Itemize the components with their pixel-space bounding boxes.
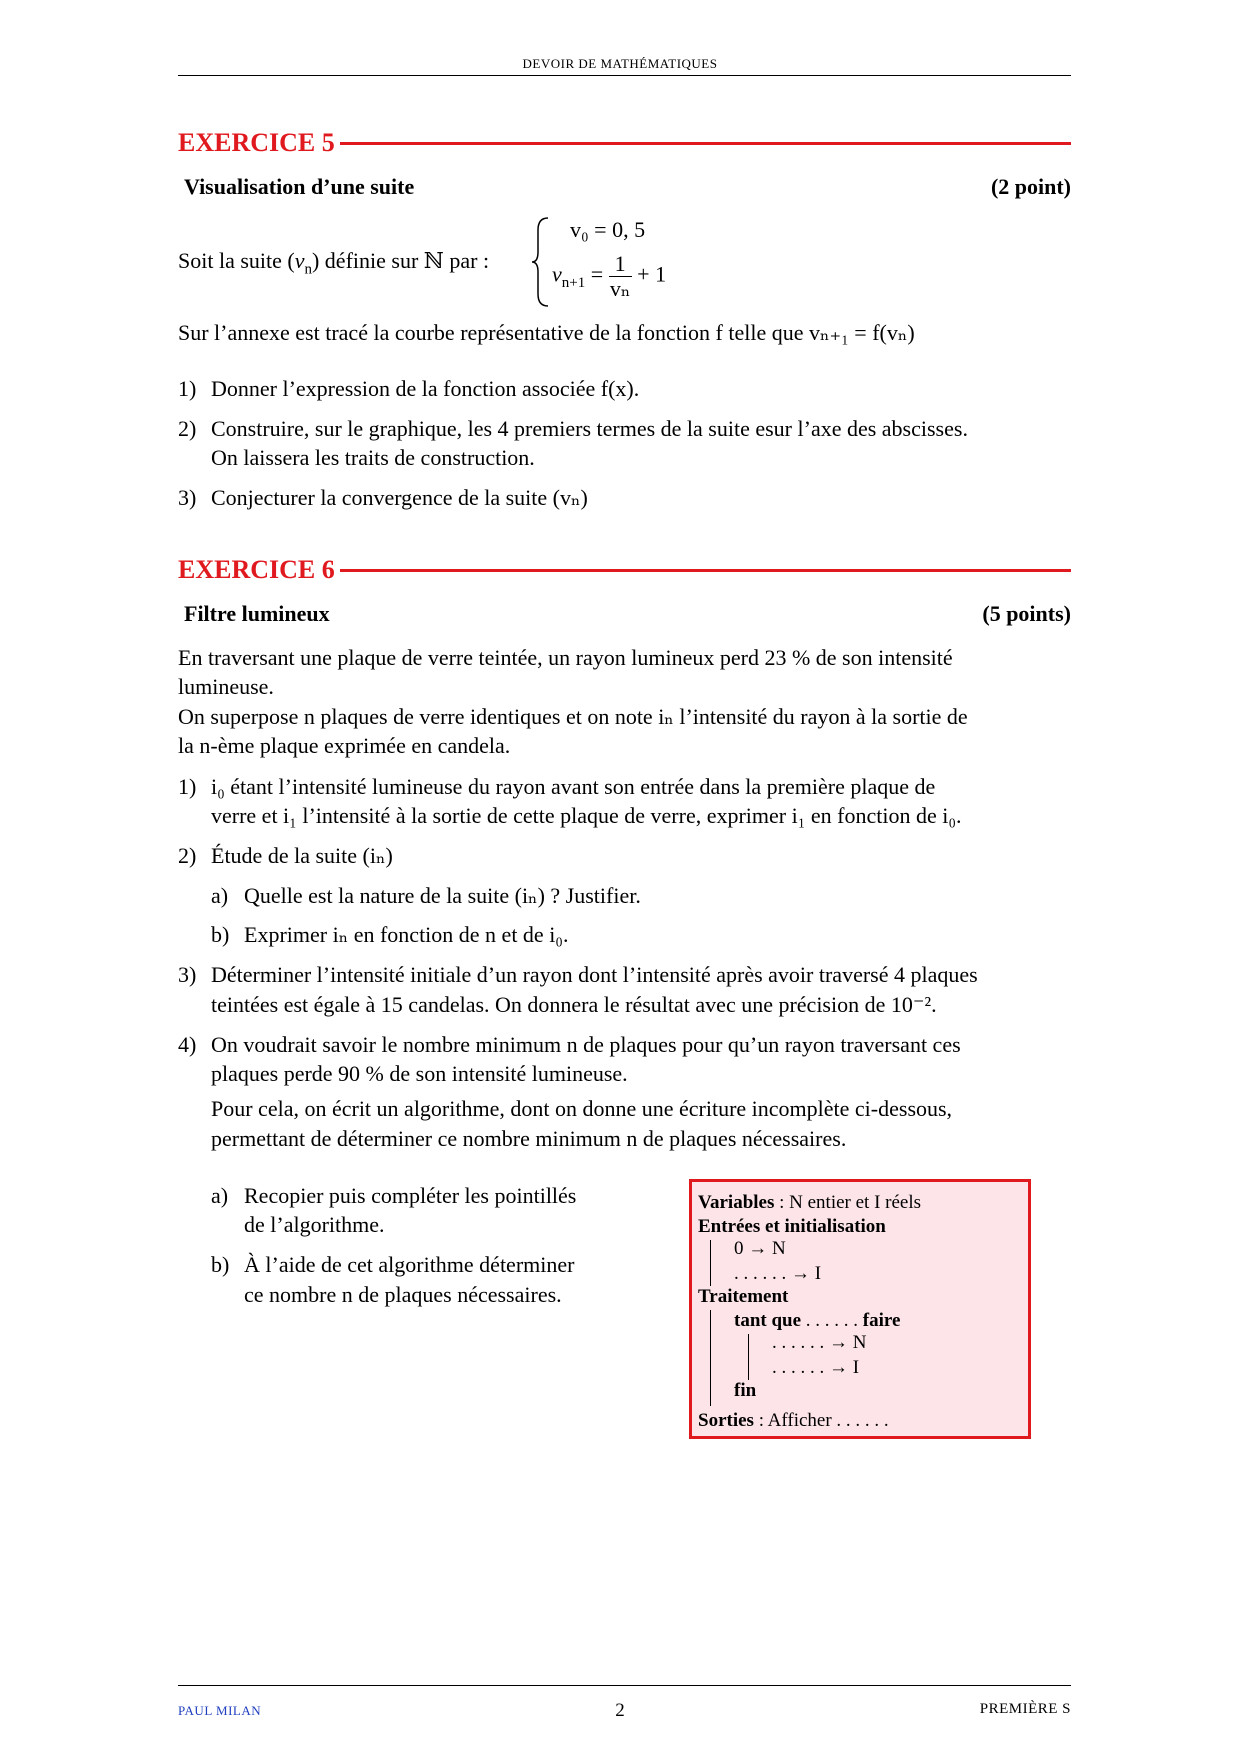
exercise-6-subtitle: Filtre lumineux — [184, 601, 330, 626]
ex6-q4a-number: a) — [211, 1183, 229, 1208]
ex6-q4b-number: b) — [211, 1252, 230, 1277]
exercise-5-rule — [340, 142, 1071, 145]
ex5-q1-text: Donner l’expression de la fonction associée f(x). — [211, 376, 640, 401]
algo-while-line: tant que . . . . . . faire — [734, 1310, 901, 1331]
ex6-q4b-line-2: ce nombre n de plaques nécessaires. — [244, 1282, 562, 1307]
algo-loop-bar — [748, 1334, 749, 1380]
algo-loop-line-2: . . . . . . → I — [772, 1357, 860, 1378]
algo-outputs: Sorties : Afficher . . . . . . — [698, 1410, 889, 1431]
exercise-6-rule — [340, 569, 1071, 572]
algo-init-line-1: 0 → N — [734, 1238, 786, 1259]
ex6-q2a-number: a) — [211, 883, 229, 908]
ex6-q4a-line-2: de l’algorithme. — [244, 1212, 385, 1237]
ex6-q2b-text: Exprimer iₙ en fonction de n et de i₀. — [244, 922, 569, 947]
ex6-q4-line-4: permettant de déterminer ce nombre minimum n de plaques nécessaires. — [211, 1126, 847, 1151]
ex6-intro-line-4: la n-ème plaque exprimée en candela. — [178, 733, 511, 758]
algorithm-box — [689, 1179, 1031, 1439]
ex6-q2-text: Étude de la suite (iₙ) — [211, 843, 393, 868]
ex5-q1-number: 1) — [178, 376, 197, 401]
algo-treatment-bar — [710, 1310, 711, 1406]
algo-variables: Variables : N entier et I réels — [698, 1192, 922, 1213]
exercise-5-annexe-text: Sur l’annexe est tracé la courbe représentative de la fonction f telle que vₙ₊₁ = f(vₙ) — [178, 320, 915, 345]
ex6-q4-line-3: Pour cela, on écrit un algorithme, dont on donne une écriture incomplète ci-dessous, — [211, 1096, 953, 1121]
ex6-q3-line-1: Déterminer l’intensité initiale d’un rayon dont l’intensité après avoir traversé 4 plaques — [211, 962, 978, 987]
algo-treatment-label: Traitement — [698, 1286, 789, 1307]
system-brace — [530, 216, 552, 308]
algo-end-keyword: fin — [734, 1380, 757, 1401]
ex6-q4-number: 4) — [178, 1032, 197, 1057]
ex6-q4b-line-1: À l’aide de cet algorithme déterminer — [244, 1252, 575, 1277]
footer-class: PREMIÈRE S — [979, 1701, 1071, 1717]
algo-init-label: Entrées et initialisation — [698, 1216, 886, 1237]
ex5-q2-line-1: Construire, sur le graphique, les 4 premiers termes de la suite esur l’axe des abscisses. — [211, 416, 968, 441]
ex6-q2b-number: b) — [211, 922, 230, 947]
algo-init-line-2: . . . . . . → I — [734, 1263, 822, 1284]
ex6-q2-number: 2) — [178, 843, 197, 868]
algo-init-bar — [710, 1240, 711, 1286]
ex6-q4-line-1: On voudrait savoir le nombre minimum n de plaques pour qu’un rayon traversant ces — [211, 1032, 961, 1057]
exercise-5-points: (2 point) — [990, 174, 1071, 199]
ex6-q1-number: 1) — [178, 774, 197, 799]
ex6-intro-line-2: lumineuse. — [178, 674, 274, 699]
ex6-q2a-text: Quelle est la nature de la suite (iₙ) ? Justifier. — [244, 883, 641, 908]
exercise-5-heading: EXERCICE 5 — [178, 128, 335, 157]
ex5-q3-text: Conjecturer la convergence de la suite (vₙ) — [211, 485, 588, 510]
ex6-q3-line-2: teintées est égale à 15 candelas. On donnera le résultat avec une précision de 10⁻². — [211, 992, 937, 1017]
exercise-6-heading: EXERCICE 6 — [178, 555, 335, 584]
ex5-q2-line-2: On laissera les traits de construction. — [211, 445, 535, 470]
ex6-q3-number: 3) — [178, 962, 197, 987]
fraction: $\frac{1}{\text{vₙ}}$ — [609, 251, 631, 301]
ex6-q4a-line-1: Recopier puis compléter les pointillés — [244, 1183, 577, 1208]
ex6-intro-line-1: En traversant une plaque de verre teintée, un rayon lumineux perd 23 % de son intensité — [178, 645, 953, 670]
ex6-q4-line-2: plaques perde 90 % de son intensité lumineuse. — [211, 1061, 628, 1086]
ex6-intro-line-3: On superpose n plaques de verre identiques et on note iₙ l’intensité du rayon à la sortie de — [178, 704, 968, 729]
exercise-5-subtitle: Visualisation d’une suite — [184, 174, 415, 199]
ex5-q3-number: 3) — [178, 485, 197, 510]
system-line-1: v₀ = 0, 5 — [570, 217, 646, 242]
system-line-2: $v_{n+1}$ = $\frac{1}{\text{vₙ}}$ + 1 — [552, 251, 667, 301]
exercise-5-intro: Soit la suite $(v_n)$ définie sur ℕ par : — [178, 248, 490, 278]
ex6-q1-line-1: i₀ étant l’intensité lumineuse du rayon avant son entrée dans la première plaque de — [211, 774, 936, 799]
exercise-6-points: (5 points) — [982, 601, 1071, 626]
footer-page-number: 2 — [615, 1700, 625, 1721]
footer-rule — [178, 1685, 1071, 1686]
page-header: DEVOIR DE MATHÉMATIQUES — [522, 56, 718, 71]
algo-loop-line-1: . . . . . . → N — [772, 1332, 867, 1353]
footer-author: PAUL MILAN — [178, 1703, 262, 1718]
header-rule — [178, 75, 1071, 76]
ex5-q2-number: 2) — [178, 416, 197, 441]
ex6-q1-line-2: verre et i₁ l’intensité à la sortie de cette plaque de verre, exprimer i₁ en fonction de i₀. — [211, 803, 962, 828]
